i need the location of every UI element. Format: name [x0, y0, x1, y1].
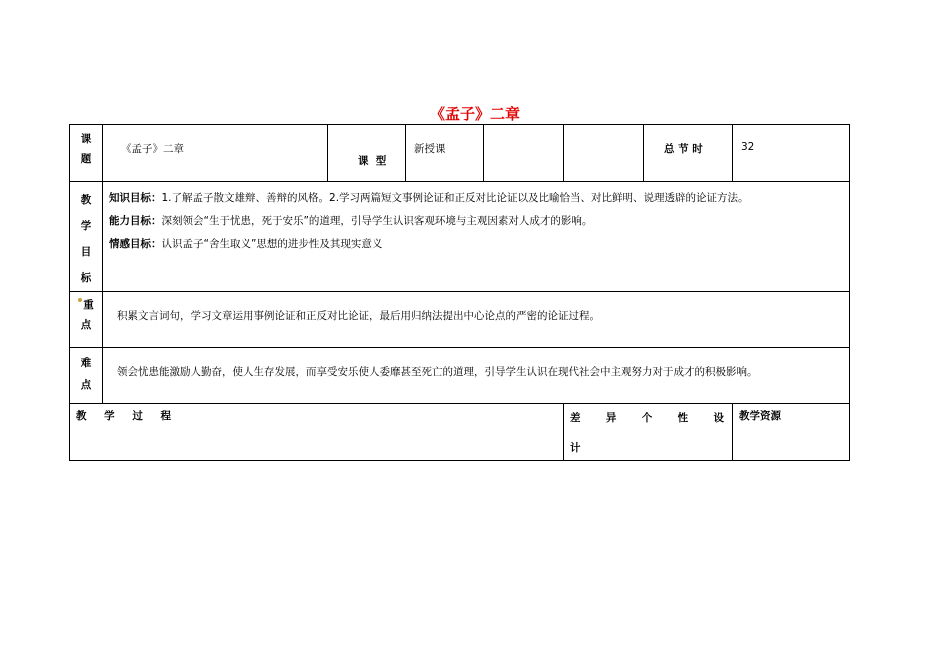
bullet-icon [78, 298, 82, 302]
lesson-title-cell [103, 125, 328, 182]
course-info-row [70, 125, 850, 182]
lesson-type-value: 新授课 [406, 125, 484, 182]
course-title-label: 课 题 [70, 125, 103, 182]
difficulty-label: 难 点 [70, 348, 103, 404]
difficulty-content: 领会忧患能激励人勤奋，使人生存发展，而享受安乐使人委靡甚至死亡的道理，引导学生认识在现代社会中主观努力对于成才的积极影响。 [103, 348, 850, 404]
key-point-content: 积累文言词句，学习文章运用事例论证和正反对比论证，最后用归纳法提出中心论点的严密的论证过程。 [103, 292, 850, 348]
lesson-title: 《孟子》二章 [121, 143, 184, 155]
key-point-label: 重 点 [70, 292, 103, 348]
lesson-type-label: 课 型 [328, 125, 406, 182]
process-header-row [70, 404, 850, 461]
key-point-row [70, 292, 850, 348]
emotion-objective: 情感目标：认识孟子“舍生取义”思想的进步性及其现实意义 [109, 238, 383, 250]
differentiated-design-label: 差 异 个 性 设 计 [564, 404, 733, 461]
total-hours-label: 总 节 时 [644, 125, 733, 182]
ability-objective: 能力目标：深刻领会“生于忧患，死于安乐”的道理，引导学生认识客观环境与主观因素对人成才的影响。 [109, 215, 593, 227]
lesson-plan-table [69, 124, 850, 461]
teaching-process-label: 教 学 过 程 [70, 404, 564, 461]
objectives-label: 教 学 目 标 [70, 182, 103, 292]
objectives-content [103, 182, 850, 292]
difficulty-row [70, 348, 850, 404]
teaching-resources-label: 教学资源 [733, 404, 850, 461]
empty-cell [484, 125, 564, 182]
empty-cell [564, 125, 644, 182]
total-hours-value: 32 [733, 125, 850, 182]
objectives-row [70, 182, 850, 292]
document-title: 《孟子》二章 [429, 105, 520, 123]
knowledge-objective: 知识目标：1.了解孟子散文雄辩、善辩的风格。2.学习两篇短文事例论证和正反对比论证以及比喻恰当、对比鲜明、说理透辟的论证方法。 [109, 192, 749, 204]
